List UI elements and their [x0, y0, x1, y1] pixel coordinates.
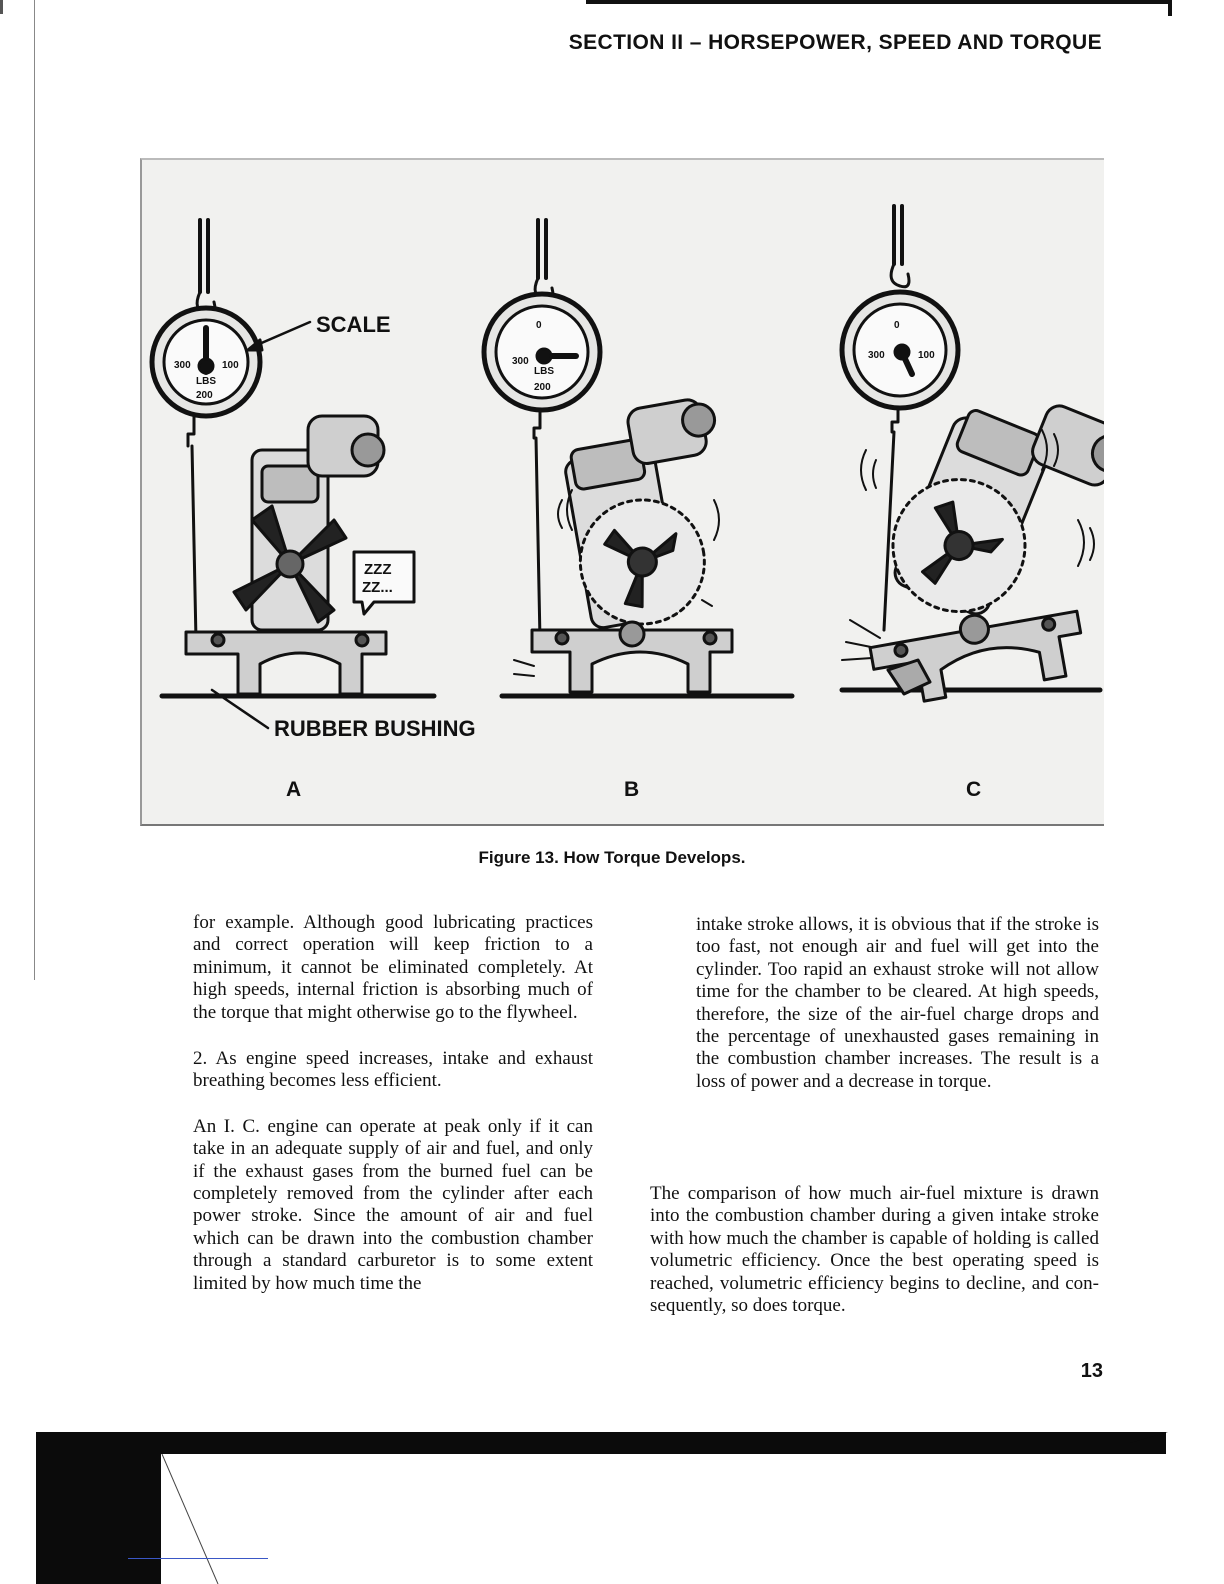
- bottom-diagonal: [160, 1454, 220, 1584]
- scale-callout: SCALE: [316, 312, 391, 337]
- dial-a-left: 300: [174, 360, 191, 371]
- paragraph-intake-stroke: intake stroke allows, it is obvious that if the stroke is too fast, not enough air and fuel will get into the cylinder. Too rapid an exhaust stroke will not allow time for the chamber to be cleared. At high speeds, therefore, the size of the air-fuel charge drops and the percentage of unexhausted gases remaining in the combustion chamber increases. The result is a loss of power and a decrease in torque.: [696, 914, 1099, 1092]
- engine-c-illustration: [842, 206, 1104, 709]
- bottom-blue-line: [128, 1558, 268, 1559]
- dial-c-left: 300: [868, 350, 885, 361]
- paragraph-ic-engine: An I. C. engine can operate at peak only if it can take in an adequate supply of air and fuel, and only if the exhaust gases from the burned fuel can be completely removed from the cylinder after each power stroke. Since the amount of air and fuel which can be drawn into the combustion chamber through a standard carburetor is to some extent limited by how much time the: [193, 1115, 593, 1294]
- panel-c-label: C: [966, 778, 982, 801]
- page-edge-mark: [0, 0, 3, 14]
- top-rule: [586, 0, 1172, 4]
- figure-13: [140, 158, 1104, 826]
- panel-a-label: A: [286, 778, 302, 801]
- page-edge-line: [34, 0, 35, 980]
- rubber-bushing-callout: RUBBER BUSHING: [274, 716, 476, 741]
- dial-b-bottom: 200: [534, 382, 551, 393]
- bottom-rule: [36, 1432, 1166, 1454]
- page-number: 13: [1080, 1360, 1103, 1382]
- engine-a-illustration: [152, 220, 434, 728]
- dial-b-top: 0: [536, 320, 542, 331]
- paragraph-breathing: 2. As engine speed increases, intake and exhaust breathing becomes less efficient.: [193, 1048, 593, 1092]
- dial-a-right: 100: [222, 360, 239, 371]
- dial-c-right: 100: [918, 350, 935, 361]
- dial-c-top: 0: [894, 320, 900, 331]
- left-column: [193, 912, 593, 1295]
- section-title: SECTION II – HORSEPOWER, SPEED AND TORQUE: [568, 31, 1102, 54]
- dial-b-unit: LBS: [534, 366, 554, 377]
- top-rule-tick: [1168, 0, 1172, 16]
- bottom-corner-block: [36, 1454, 161, 1584]
- figure-caption: Figure 13. How Torque Develops.: [478, 848, 746, 867]
- engine-b-illustration: [484, 220, 792, 696]
- panel-b-label: B: [624, 778, 640, 801]
- right-column-lower: [650, 1183, 1099, 1317]
- dial-b-left: 300: [512, 356, 529, 367]
- sleep-zzz: ZZZ: [364, 561, 392, 578]
- dial-a-bottom: 200: [196, 390, 213, 401]
- paragraph-volumetric-efficiency: The comparison of how much air-fuel mixture is drawn into the combustion chamber during a given intake stroke with how much the chamber is capable of holding is called volumetric efficiency. Once the best operating speed is reached, volumetric efficiency begins to decline, and consequently, so does torque.: [650, 1183, 1099, 1317]
- right-column: [696, 914, 1099, 1093]
- sleep-zz: ZZ...: [362, 579, 393, 596]
- bottom-rule-tip: [1130, 1432, 1168, 1443]
- dial-a-unit: LBS: [196, 376, 216, 387]
- paragraph-friction: for example. Although good lubricating practices and correct operation will keep friction to a minimum, it cannot be eliminated completely. At high speeds, internal friction is absorbing much of the torque that might otherwise go to the flywheel.: [193, 912, 593, 1023]
